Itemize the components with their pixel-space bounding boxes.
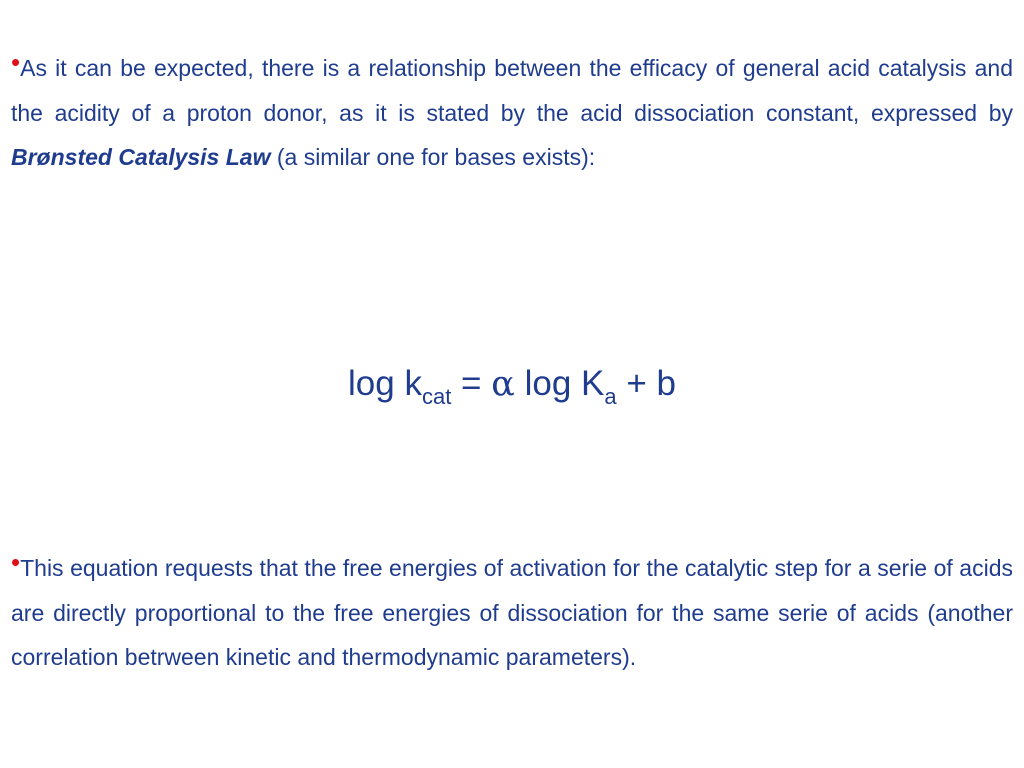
equation-equals: = xyxy=(451,364,492,403)
equation-subscript-cat: cat xyxy=(421,384,452,409)
bronsted-law-emphasis: Brønsted Catalysis Law xyxy=(11,144,271,170)
equation-log-K: log K xyxy=(514,364,605,403)
bullet-icon: • xyxy=(11,47,21,77)
equation-subscript-a: a xyxy=(604,384,617,409)
bullet-icon: • xyxy=(11,547,21,577)
paragraph-bronsted-intro xyxy=(11,45,1013,180)
paragraph-2-text: This equation requests that the free energies of activation for the catalytic step for a serie of acids are directly proportional to the free energies of dissociation for the same serie of acids (another correlation betrween kinetic and thermodynamic parameters). xyxy=(11,555,1013,670)
equation-plus-b: + b xyxy=(616,364,676,403)
bronsted-equation xyxy=(0,360,1024,408)
paragraph-1-text-after: (a similar one for bases exists): xyxy=(270,144,596,170)
paragraph-1-text-before: As it can be expected, there is a relationship between the efficacy of general acid catalysis and the acidity of a proton donor, as it is stated by the acid dissociation constant, expressed by xyxy=(11,55,1013,126)
paragraph-equation-meaning xyxy=(11,545,1013,680)
equation-log-k: log k xyxy=(348,364,422,403)
equation-alpha: α xyxy=(491,364,515,404)
